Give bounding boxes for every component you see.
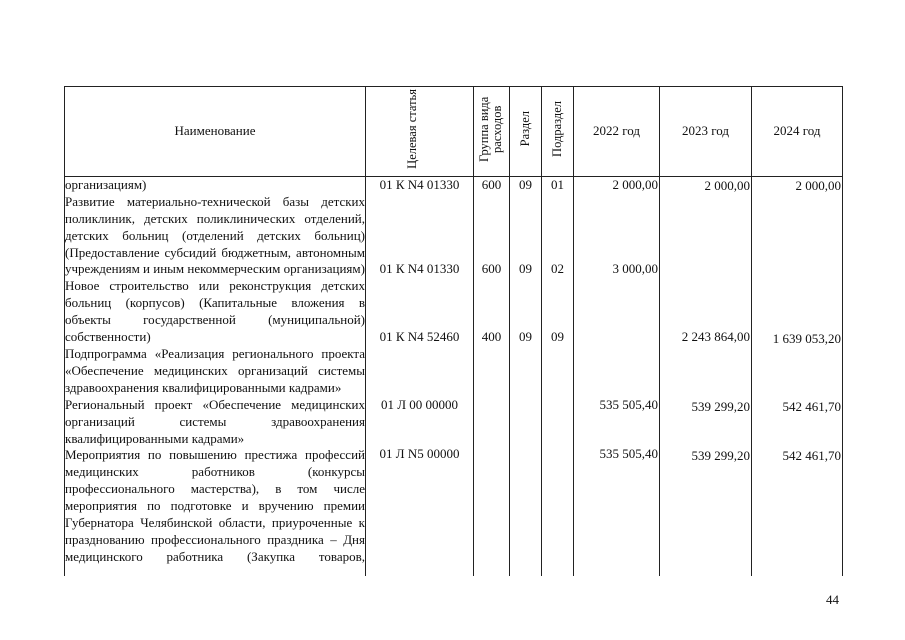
name-paragraph: Подпрограмма «Реализация регионального проекта «Обеспечение медицинских организаций системы здравоохранения квалифицированными кадрами» (65, 345, 365, 395)
name-paragraph: Новое строительство или реконструкция детских больниц (корпусов) (Капитальные вложения в объекты государственной (муниципальной) собственности) (65, 278, 365, 345)
name-paragraph: организациям) (65, 176, 147, 192)
section-code: 09 (519, 328, 532, 344)
header-subsection-text: Подраздел (550, 101, 564, 157)
amount-2023: 2 000,00 (704, 177, 750, 193)
section-code: 09 (519, 260, 532, 276)
header-name: Наименование (65, 87, 366, 177)
amount-2023: 539 299,20 (691, 398, 750, 414)
header-section-text: Раздел (518, 111, 532, 147)
target-code: 01 К N4 52460 (379, 328, 460, 344)
header-2022: 2022 год (574, 87, 660, 177)
section-column (510, 176, 542, 576)
name-paragraph: Развитие материально-технической базы детских поликлиник, детских поликлинических отделений, детских больниц (отделений детских больниц) (Предоставление субсидий бюджетным, автономным учреждениям и иным некоммерческим организациям) (65, 193, 365, 277)
subsection-column (542, 176, 574, 576)
header-group (474, 87, 510, 177)
amount-2023: 539 299,20 (691, 447, 750, 463)
subsection-code: 01 (551, 176, 564, 192)
header-group-text: Группа вида расходов (476, 96, 504, 162)
target-code: 01 К N4 01330 (379, 260, 460, 276)
header-target-text: Целевая статья (404, 89, 419, 169)
header-subsection (542, 87, 574, 177)
header-2024: 2024 год (752, 87, 843, 177)
budget-table (64, 86, 843, 576)
amount-2022: 3 000,00 (612, 260, 658, 276)
amount-2022: 535 505,40 (599, 445, 658, 461)
amount-2024: 1 639 053,20 (772, 330, 841, 346)
group-code: 600 (481, 176, 502, 192)
page-number: 44 (826, 592, 839, 607)
amount-2022: 2 000,00 (612, 176, 658, 192)
y2022-column (574, 176, 660, 576)
amount-2023: 2 243 864,00 (681, 328, 750, 344)
group-code: 600 (481, 260, 502, 276)
group-column (474, 176, 510, 576)
group-code: 400 (481, 328, 502, 344)
amount-2022: 535 505,40 (599, 396, 658, 412)
header-2023: 2023 год (660, 87, 752, 177)
y2024-column (752, 176, 843, 576)
table-header-row (65, 87, 843, 177)
amount-2024: 2 000,00 (795, 177, 841, 193)
target-code: 01 К N4 01330 (379, 176, 460, 192)
y2023-column (660, 176, 752, 576)
target-code: 01 Л N5 00000 (379, 445, 460, 461)
name-column (65, 176, 366, 576)
header-target (366, 87, 474, 177)
target-code: 01 Л 00 00000 (380, 396, 459, 412)
name-paragraph: Мероприятия по повышению престижа профессий медицинских работников (конкурсы профессионального мастерства), в том числе мероприятия по подготовке и вручению премии Губернатора Челябинской области, приуроченные к празднованию профессионального праздника – Дня медицинского работника (Закупка товаров, (65, 447, 365, 564)
amount-2024: 542 461,70 (782, 447, 841, 463)
header-section (510, 87, 542, 177)
subsection-code: 09 (551, 328, 564, 344)
target-column (366, 176, 474, 576)
subsection-code: 02 (551, 260, 564, 276)
section-code: 09 (519, 176, 532, 192)
amount-2024: 542 461,70 (782, 398, 841, 414)
name-paragraph: Региональный проект «Обеспечение медицинских организаций системы здравоохранения квалифицированными кадрами» (65, 396, 365, 446)
table-body-row (65, 176, 843, 576)
